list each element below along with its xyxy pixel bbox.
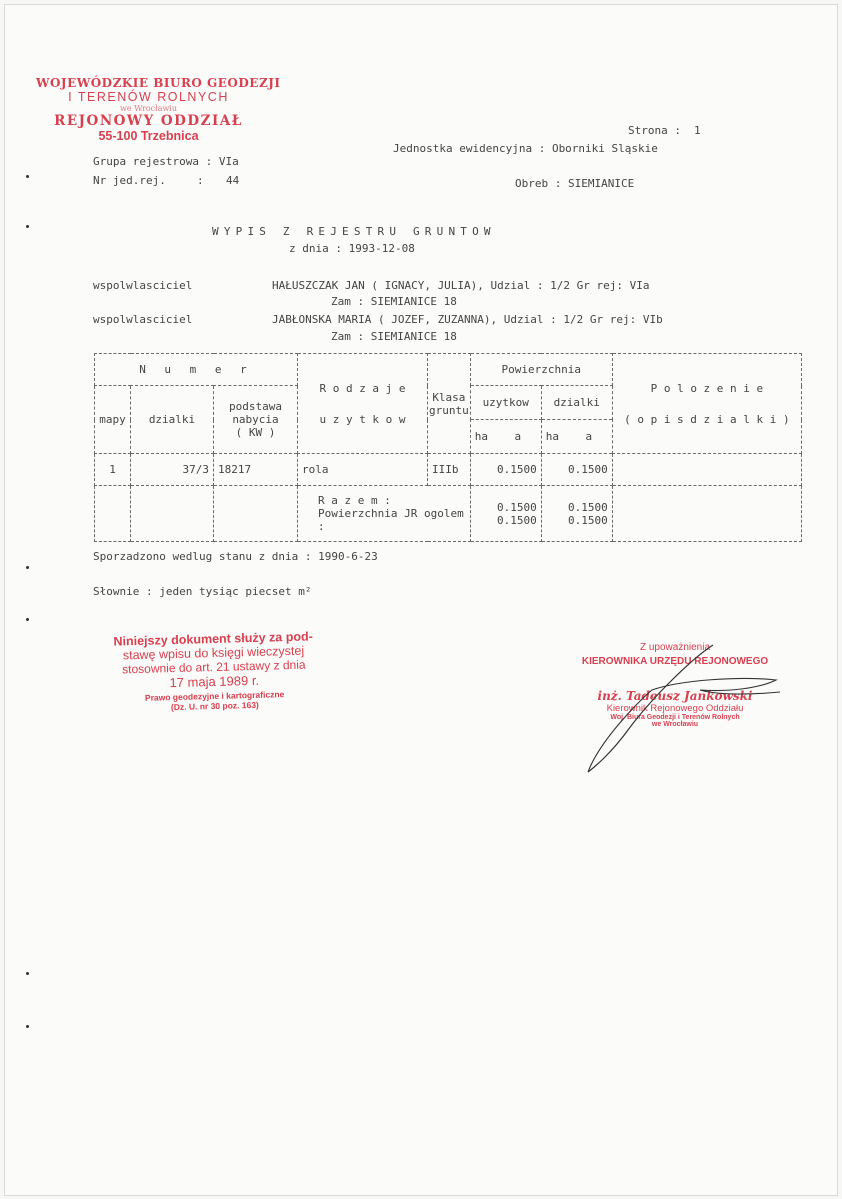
header-klasa (428, 354, 471, 454)
header-podstawa-line1: podstawa (229, 400, 282, 413)
summary-dzialki (541, 486, 612, 542)
signature-stamp-line3: inż. Tadeusz Jankowski (597, 689, 753, 703)
header-klasa-line1: Klasa (432, 390, 466, 404)
header-dzialki: dzialki (131, 386, 214, 454)
nr-jed-sep: : (197, 174, 204, 187)
ogolem-uzytkow: 0.1500 (497, 513, 537, 527)
header-uzytkow: uzytkow (470, 386, 541, 420)
cell-pow-uzytkow: 0.1500 (470, 454, 541, 486)
strona-value: 1 (694, 124, 701, 137)
nr-jed-label: Nr jed.rej. (93, 174, 166, 187)
ogolem-dzialki: 0.1500 (568, 513, 608, 527)
razem-dzialki: 0.1500 (568, 500, 608, 514)
obreb: Obreb : SIEMIANICE (515, 177, 635, 190)
header-dzialki-pow: dzialki (541, 386, 612, 420)
signature-stamp (570, 642, 780, 728)
signature-stamp-line6: we Wrocławiu (651, 721, 699, 728)
margin-dot (26, 175, 29, 178)
header-rodzaje-line1: R o d z a j e (319, 381, 406, 395)
cell-uzytek: rola (298, 454, 428, 486)
header-mapy: mapy (95, 386, 131, 454)
header-rodzaje-line2: u z y t k o w (319, 412, 406, 426)
header-podstawa (214, 386, 298, 454)
header-ha-a-2: ha a (541, 420, 612, 454)
document-title: WYPIS Z REJESTRU GRUNTOW (212, 225, 496, 238)
razem-label: R a z e m : (318, 494, 391, 507)
sporzadzono: Sporzadzono wedlug stanu z dnia : 1990-6-23 (93, 550, 378, 563)
margin-dot (26, 972, 29, 975)
cell-kw: 18217 (214, 454, 298, 486)
header-numer: N u m e r (95, 354, 298, 386)
strona-label: Strona : (628, 124, 681, 137)
cell-mapa: 1 (95, 454, 131, 486)
summary-row (95, 486, 802, 542)
basis-stamp (83, 629, 345, 715)
header-podstawa-line2: nabycia (232, 413, 279, 426)
margin-dot (26, 225, 29, 228)
cell-klasa: IIIb (428, 454, 471, 486)
office-stamp-line2: I TERENÓW ROLNYCH (68, 90, 229, 104)
owner-1-role: wspolwlasciciel (93, 279, 193, 292)
margin-dot (26, 566, 29, 569)
razem-uzytkow: 0.1500 (497, 500, 537, 514)
header-rodzaje (298, 354, 428, 454)
summary-empty-3 (214, 486, 298, 542)
summary-empty-4 (612, 486, 801, 542)
header-klasa-line2: gruntu (429, 403, 469, 417)
header-powierzchnia: Powierzchnia (470, 354, 612, 386)
basis-stamp-line5: Prawo geodezyjne i kartograficzne (144, 689, 285, 703)
basis-stamp-line2: stawę wpisu do księgi wieczystej (122, 643, 305, 663)
cell-pow-dzialki: 0.1500 (541, 454, 612, 486)
header-podstawa-line3: ( KW ) (235, 426, 276, 439)
header-polozenie-line2: ( o p i s d z i a l k i ) (624, 412, 790, 426)
cell-polozenie (612, 454, 801, 486)
office-stamp-line5: 55-100 Trzebnica (98, 129, 199, 143)
owner-2-name: JABŁONSKA MARIA ( JOZEF, ZUZANNA), Udzial : 1/2 Gr rej: VIb (272, 313, 663, 326)
basis-stamp-line6: (Dz. U. nr 30 poz. 163) (170, 699, 259, 713)
nr-jed-value: 44 (226, 174, 240, 187)
summary-labels (298, 486, 471, 542)
office-stamp-line4: REJONOWY ODDZIAŁ (54, 113, 243, 129)
owner-1-address: Zam : SIEMIANICE 18 (331, 295, 457, 308)
slownie: Słownie : jeden tysiąc piecset m² (93, 585, 312, 598)
basis-stamp-line1: Niniejszy dokument służy za pod- (113, 629, 313, 649)
summary-empty-1 (95, 486, 131, 542)
signature-stamp-line1: Z upoważnienia (639, 642, 711, 653)
office-stamp-line3: we Wrocławiu (119, 104, 178, 113)
owner-2-address: Zam : SIEMIANICE 18 (331, 330, 457, 343)
header-polozenie (612, 354, 801, 454)
owner-1-name: HAŁUSZCZAK JAN ( IGNACY, JULIA), Udzial : 1/2 Gr rej: VIa (272, 279, 650, 292)
margin-dot (26, 1025, 29, 1028)
owner-2-role: wspolwlasciciel (93, 313, 193, 326)
summary-empty-2 (131, 486, 214, 542)
office-stamp (36, 76, 281, 143)
cell-dzialka: 37/3 (131, 454, 214, 486)
document-date: z dnia : 1993-12-08 (289, 242, 415, 255)
grupa-rejestrowa: Grupa rejestrowa : VIa (93, 155, 239, 168)
ogolem-label: Powierzchnia JR ogolem : (318, 507, 464, 533)
signature-stamp-line5: Woj. Biura Geodezji i Terenów Rolnych (610, 714, 740, 721)
basis-stamp-line4: 17 maja 1989 r. (169, 672, 260, 691)
signature-stamp-line2: KIEROWNIKA URZĘDU REJONOWEGO (581, 656, 769, 667)
summary-uzytkow (470, 486, 541, 542)
basis-stamp-line3: stosownie do art. 21 ustawy z dnia (122, 657, 306, 677)
table-row (95, 454, 802, 486)
margin-dot (26, 618, 29, 621)
header-polozenie-line1: P o l o z e n i e (650, 381, 764, 395)
header-ha-a-1: ha a (470, 420, 541, 454)
jednostka-ewidencyjna: Jednostka ewidencyjna : Oborniki Sląskie (393, 142, 658, 155)
signature-stamp-line4: Kierownik Rejonowego Oddziału (606, 703, 744, 714)
land-register-table (94, 353, 802, 542)
office-stamp-line1: WOJEWÓDZKIE BIURO GEODEZJI (36, 76, 281, 90)
